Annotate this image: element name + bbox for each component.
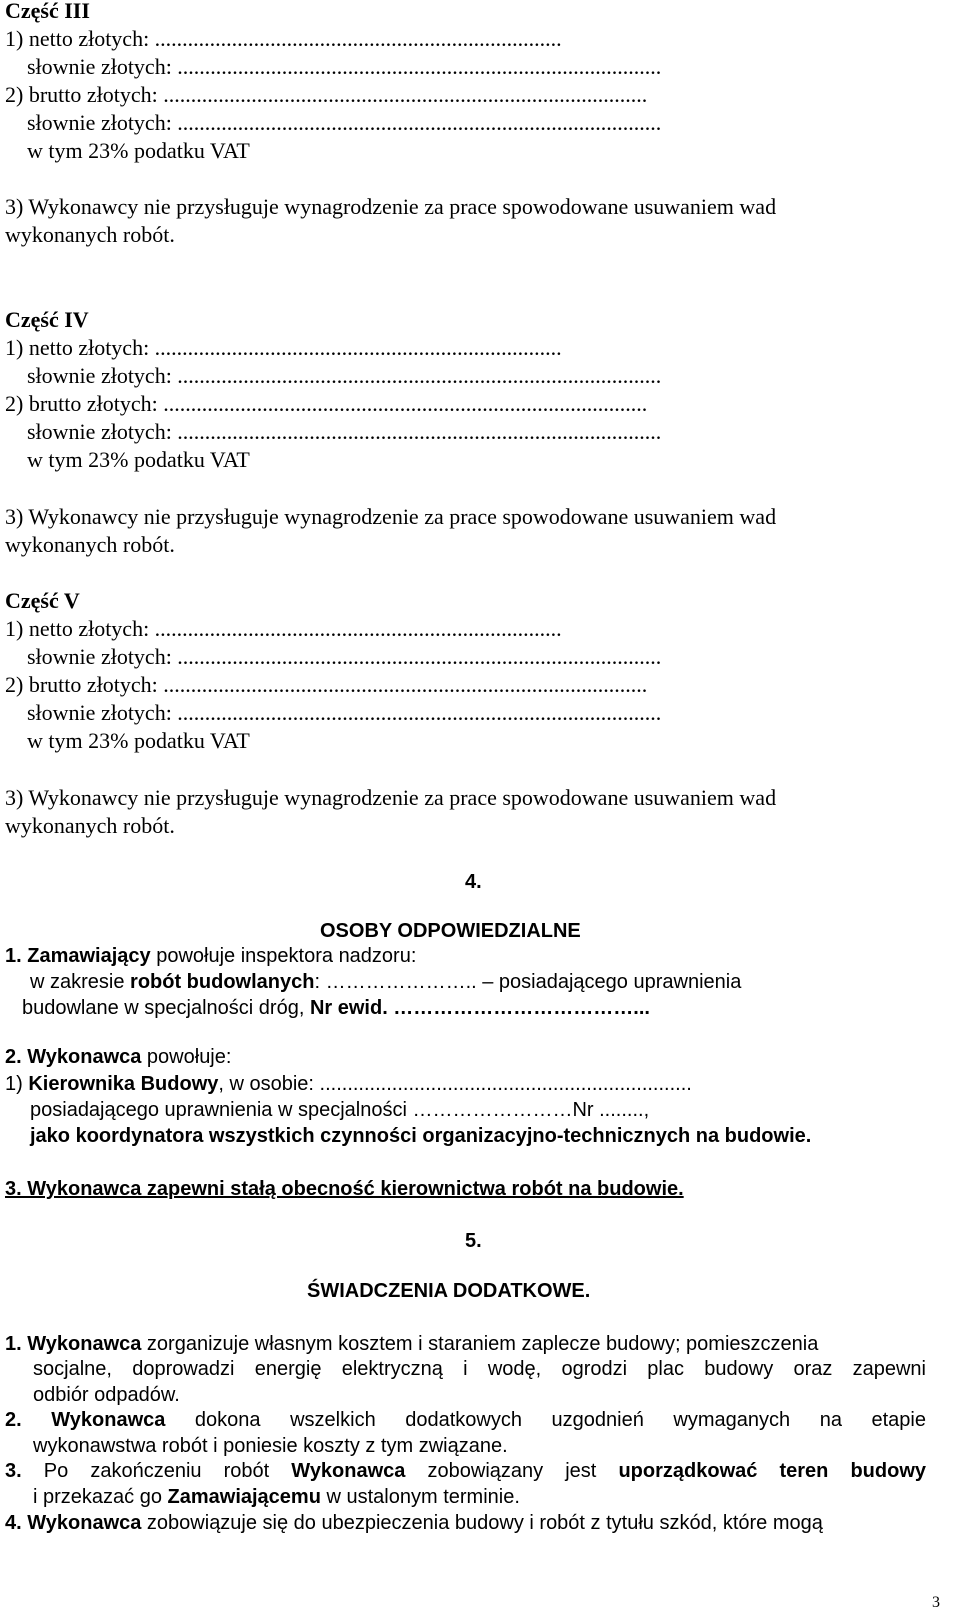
section-title: OSOBY ODPOWIEDZIALNE — [320, 920, 581, 942]
paragraph — [30, 972, 741, 992]
subject-bold: Kierownika Budowy — [28, 1073, 219, 1095]
paragraph-bold: jako koordynatora wszystkich czynności organizacyjno-technicznych na budowie. — [30, 1125, 812, 1147]
subject-bold: Wykonawca — [27, 1512, 142, 1534]
paragraph-text: powołuje inspektora nadzoru: — [150, 945, 417, 967]
paragraph-text: i przekazać go — [33, 1486, 168, 1508]
item-number: 4. — [5, 1512, 22, 1534]
subject-bold: Zamawiający — [27, 945, 151, 967]
part3-brutto-line: 2) brutto złotych: ........................................................................................ — [5, 82, 648, 107]
paragraph-text: , w osobie: ................................................................... — [218, 1073, 692, 1095]
part4-netto-line: 1) netto złotych: .......................................................................... — [5, 335, 562, 360]
paragraph — [5, 946, 416, 966]
page-number: 3 — [932, 1594, 940, 1611]
paragraph: odbiór odpadów. — [33, 1384, 180, 1406]
section-number: 5. — [465, 1230, 482, 1252]
part3-slownie-line: słownie złotych: ........................................................................................ — [27, 54, 662, 79]
paragraph: wykonawstwa robót i poniesie koszty z tym związane. — [33, 1435, 508, 1457]
paragraph — [5, 1410, 926, 1430]
emphasis-bold: uporządkować teren budowy — [618, 1460, 927, 1482]
subject-bold: Wykonawca — [51, 1409, 166, 1431]
paragraph-text: w ustalonym terminie. — [320, 1486, 520, 1508]
paragraph-text: zobowiązuje się do ubezpieczenia budowy i robót z tytułu szkód, które mogą — [141, 1512, 823, 1534]
part4-heading: Część IV — [5, 307, 89, 332]
part5-brutto-line: 2) brutto złotych: ........................................................................................ — [5, 672, 648, 697]
part4-slownie-line: słownie złotych: ........................................................................................ — [27, 419, 662, 444]
section-number: 4. — [465, 871, 482, 893]
subject-bold: Wykonawca — [27, 1046, 142, 1068]
part5-heading: Część V — [5, 588, 80, 613]
paragraph-text: : ………………….. – posiadającego uprawnienia — [314, 971, 742, 993]
item-number: 1. — [5, 945, 22, 967]
paragraph — [5, 1461, 926, 1481]
paragraph-text: 1) — [5, 1073, 29, 1095]
part3-netto-line: 1) netto złotych: .......................................................................... — [5, 26, 562, 51]
part4-vat-line: w tym 23% podatku VAT — [27, 447, 250, 472]
part3-vat-line: w tym 23% podatku VAT — [27, 138, 250, 163]
section-title: ŚWIADCZENIA DODATKOWE. — [307, 1280, 591, 1302]
subject-bold: Wykonawca — [291, 1460, 406, 1482]
part4-note: 3) Wykonawcy nie przysługuje wynagrodzenie za prace spowodowane usuwaniem wad — [5, 504, 777, 529]
paragraph — [5, 1513, 823, 1533]
item-number: 2. — [5, 1409, 22, 1431]
part5-vat-line: w tym 23% podatku VAT — [27, 728, 250, 753]
paragraph — [5, 1047, 231, 1067]
paragraph-text: dokona wszelkich dodatkowych uzgodnień wymaganych na etapie — [165, 1409, 926, 1431]
paragraph-text: budowlane w specjalności dróg, — [22, 997, 310, 1019]
part3-note: 3) Wykonawcy nie przysługuje wynagrodzenie za prace spowodowane usuwaniem wad — [5, 194, 777, 219]
paragraph-bold-underlined: 3. Wykonawca zapewni stałą obecność kierownictwa robót na budowie. — [5, 1178, 684, 1200]
part5-note: wykonanych robót. — [5, 813, 175, 838]
part5-note: 3) Wykonawcy nie przysługuje wynagrodzenie za prace spowodowane usuwaniem wad — [5, 785, 777, 810]
item-number: 2. — [5, 1046, 22, 1068]
part3-slownie-line: słownie złotych: ........................................................................................ — [27, 110, 662, 135]
part3-note: wykonanych robót. — [5, 222, 175, 247]
item-number: 1. — [5, 1333, 22, 1355]
part4-note: wykonanych robót. — [5, 532, 175, 557]
paragraph-text: Po zakończeniu robót — [21, 1460, 292, 1482]
paragraph — [33, 1487, 520, 1507]
part4-brutto-line: 2) brutto złotych: ........................................................................................ — [5, 391, 648, 416]
part5-netto-line: 1) netto złotych: .......................................................................... — [5, 616, 562, 641]
paragraph-text: zorganizuje własnym kosztem i staraniem zaplecze budowy; pomieszczenia — [141, 1333, 819, 1355]
subject-bold: Nr ewid. ………………………………... — [309, 997, 650, 1019]
paragraph: socjalne, doprowadzi energię elektryczną i wodę, ogrodzi plac budowy oraz zapewni — [33, 1358, 926, 1380]
part5-slownie-line: słownie złotych: ........................................................................................ — [27, 700, 662, 725]
paragraph-text: zobowiązany jest — [405, 1460, 619, 1482]
part3-heading: Część III — [5, 0, 90, 23]
paragraph-text: w zakresie — [30, 971, 131, 993]
subject-bold: robót budowlanych — [130, 971, 315, 993]
paragraph: posiadającego uprawnienia w specjalności ……………………Nr ........, — [30, 1099, 650, 1121]
subject-bold: Zamawiającemu — [167, 1486, 321, 1508]
paragraph — [5, 1074, 692, 1094]
part4-slownie-line: słownie złotych: ........................................................................................ — [27, 363, 662, 388]
subject-bold: Wykonawca — [27, 1333, 142, 1355]
item-number: 3. — [5, 1460, 22, 1482]
paragraph-text: powołuje: — [141, 1046, 232, 1068]
paragraph — [22, 998, 650, 1018]
part5-slownie-line: słownie złotych: ........................................................................................ — [27, 644, 662, 669]
paragraph — [5, 1334, 818, 1354]
